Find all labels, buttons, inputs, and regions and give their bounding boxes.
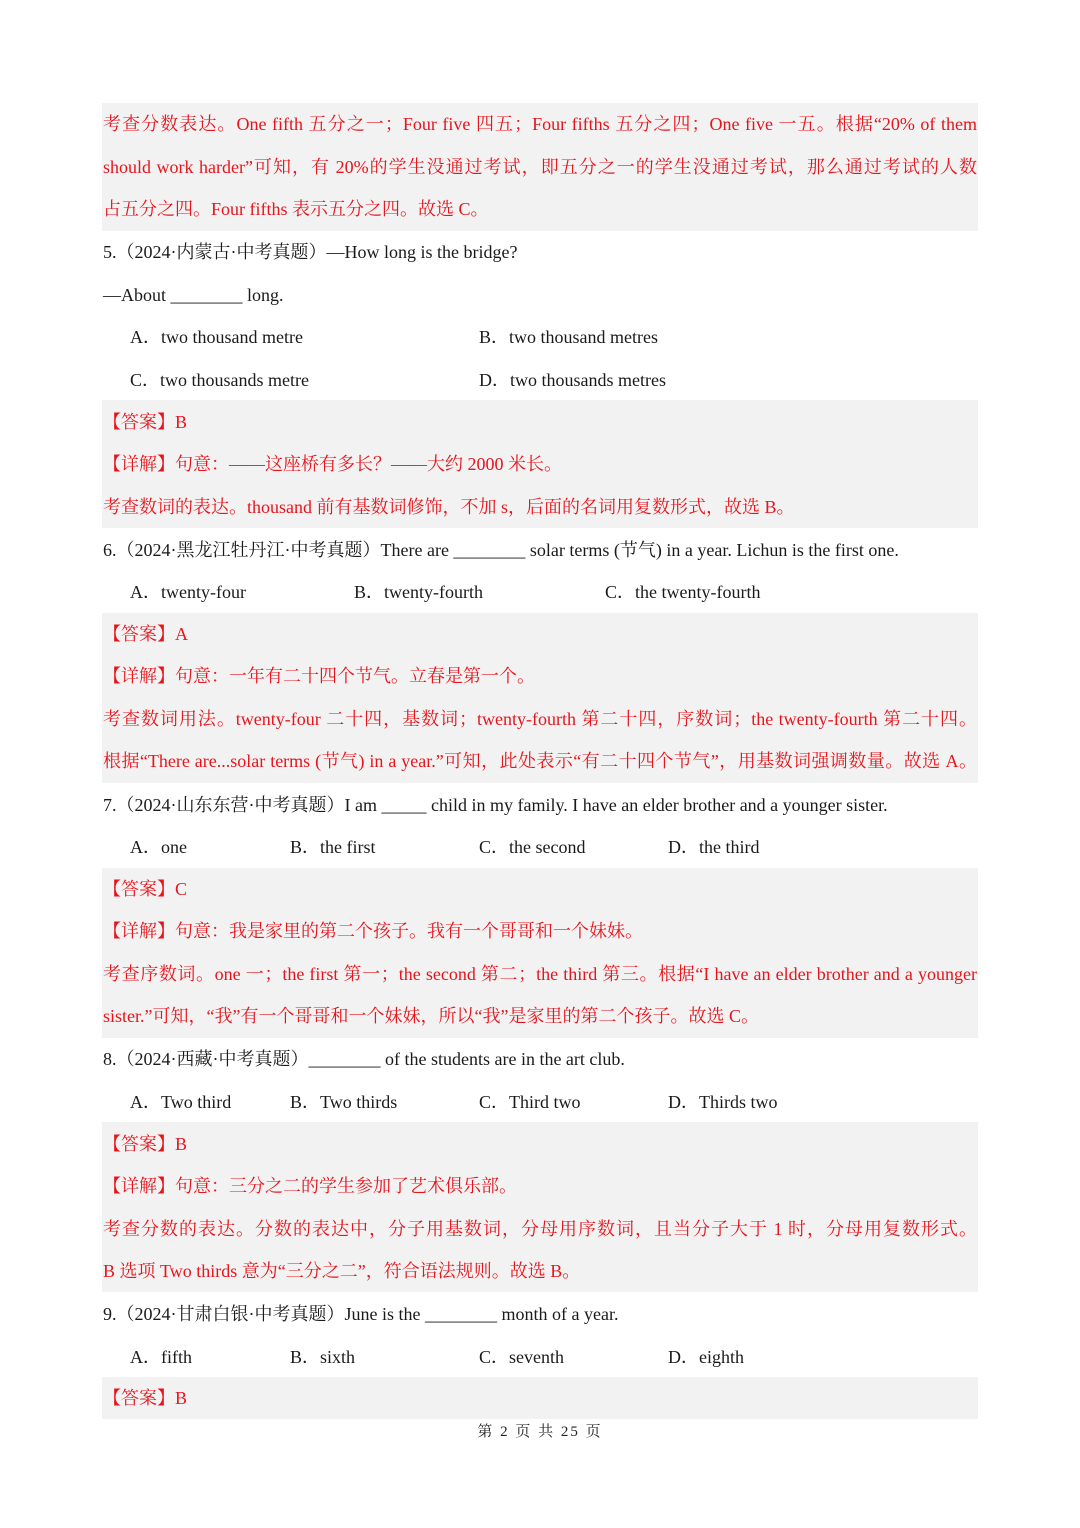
q9-answer: 【答案】B bbox=[103, 1388, 188, 1408]
q9-answer-block bbox=[102, 1377, 978, 1419]
q6-option-b: B．twenty-fourth bbox=[354, 582, 483, 602]
q9-option-a: A．fifth bbox=[130, 1347, 192, 1367]
q8-option-c: C．Third two bbox=[479, 1092, 581, 1112]
q7-stem: 7.（2024·山东东营·中考真题）I am _____ child in my family. I have an elder brother and a younger sister. bbox=[103, 795, 888, 815]
q7-detail: 【详解】句意：我是家里的第二个孩子。我有一个哥哥和一个妹妹。 bbox=[103, 921, 643, 941]
q8-detail: 【详解】句意：三分之二的学生参加了艺术俱乐部。 bbox=[103, 1176, 517, 1196]
q9-stem: 9.（2024·甘肃白银·中考真题）June is the ________ month of a year. bbox=[103, 1304, 619, 1324]
q7-option-d: D．the third bbox=[668, 837, 760, 857]
q7-explanation-line: sister.”可知，“我”有一个哥哥和一个妹妹，所以“我”是家里的第二个孩子。故选 C。 bbox=[103, 1006, 759, 1026]
q6-stem: 6.（2024·黑龙江牡丹江·中考真题）There are ________ solar terms (节气) in a year. Lichun is the first one. bbox=[103, 540, 899, 560]
q4-explanation-line: should work harder”可知，有 20%的学生没通过考试，即五分之一的学生没通过考试，那么通过考试的人数 bbox=[103, 157, 977, 177]
q9-option-c: C．seventh bbox=[479, 1347, 564, 1367]
q5-detail: 【详解】句意：——这座桥有多长？——大约 2000 米长。 bbox=[103, 454, 562, 474]
q9-option-d: D．eighth bbox=[668, 1347, 744, 1367]
q8-explanation-line: B 选项 Two thirds 意为“三分之二”，符合语法规则。故选 B。 bbox=[103, 1261, 581, 1281]
q8-answer: 【答案】B bbox=[103, 1134, 188, 1154]
q5-option-b: B．two thousand metres bbox=[479, 327, 658, 347]
q6-option-a: A．twenty-four bbox=[130, 582, 246, 602]
q5-stem: 5.（2024·内蒙古·中考真题）—How long is the bridge? bbox=[103, 242, 518, 262]
q5-answer: 【答案】B bbox=[103, 412, 188, 432]
q4-explanation-line: 占五分之四。Four fifths 表示五分之四。故选 C。 bbox=[103, 199, 489, 219]
q8-option-d: D．Thirds two bbox=[668, 1092, 778, 1112]
page-footer: 第 2 页 共 25 页 bbox=[477, 1424, 603, 1440]
q6-explanation-line: 考查数词用法。twenty-four 二十四，基数词；twenty-fourth 第二十四，序数词；the twenty-fourth 第二十四。 bbox=[103, 709, 977, 729]
q5-option-a: A．two thousand metre bbox=[130, 327, 303, 347]
q5-option-c: C．two thousands metre bbox=[130, 370, 309, 390]
q9-option-b: B．sixth bbox=[290, 1347, 356, 1367]
q7-option-b: B．the first bbox=[290, 837, 376, 857]
q7-answer: 【答案】C bbox=[103, 879, 188, 899]
q8-stem: 8.（2024·西藏·中考真题）________ of the students are in the art club. bbox=[103, 1049, 625, 1069]
q5-explanation: 考查数词的表达。thousand 前有基数词修饰，不加 s，后面的名词用复数形式，故选 B。 bbox=[103, 497, 795, 517]
q4-explanation-line: 考查分数表达。One fifth 五分之一；Four five 四五；Four fifths 五分之四；One five 一五。根据“20% of them bbox=[103, 114, 977, 134]
q6-option-c: C．the twenty-fourth bbox=[605, 582, 761, 602]
q8-option-b: B．Two thirds bbox=[290, 1092, 398, 1112]
q8-option-a: A．Two third bbox=[130, 1092, 232, 1112]
q5-stem-line2: —About ________ long. bbox=[103, 285, 284, 305]
q7-option-c: C．the second bbox=[479, 837, 586, 857]
q8-explanation-line: 考查分数的表达。分数的表达中，分子用基数词，分母用序数词，且当分子大于 1 时，分母用复数形式。 bbox=[103, 1219, 977, 1239]
q6-answer: 【答案】A bbox=[103, 624, 188, 644]
q6-explanation-line: 根据“There are...solar terms (节气) in a year.”可知，此处表示“有二十四个节气”，用基数词强调数量。故选 A。 bbox=[103, 751, 977, 771]
q7-explanation-line: 考查序数词。one 一；the first 第一；the second 第二；the third 第三。根据“I have an elder brother and a younger bbox=[103, 964, 977, 984]
q6-detail: 【详解】句意：一年有二十四个节气。立春是第一个。 bbox=[103, 666, 535, 686]
q5-option-d: D．two thousands metres bbox=[479, 370, 666, 390]
q7-option-a: A．one bbox=[130, 837, 187, 857]
